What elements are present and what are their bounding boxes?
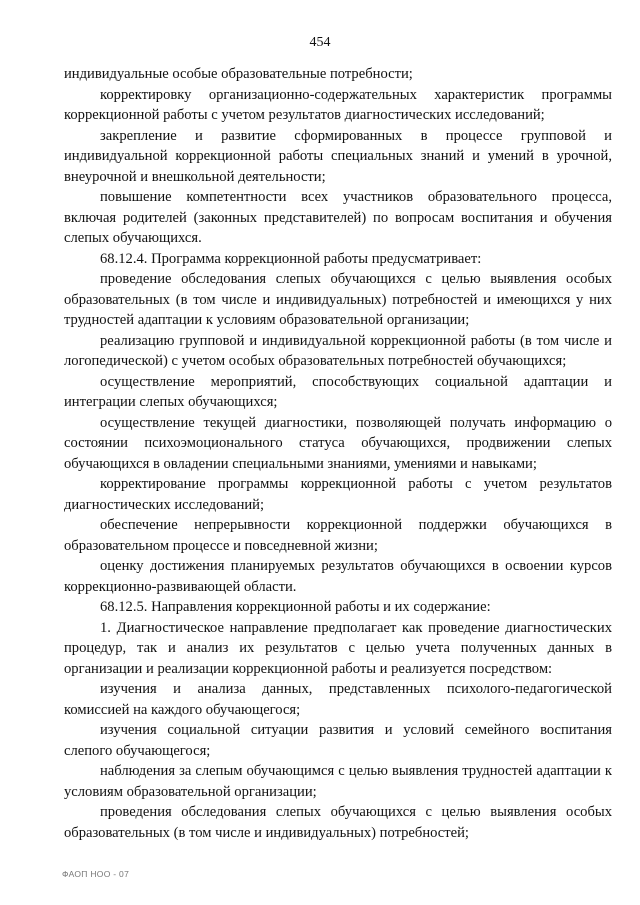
paragraph: наблюдения за слепым обучающимся с целью выявления трудностей адаптации к условиям образовательной организации; (64, 763, 612, 800)
paragraph: осуществление текущей диагностики, позволяющей получать информацию о состоянии психоэмоционального статуса обучающихся, продвижении слепых обучающихся в овладении специальными знаниями, умениями и навыками; (64, 414, 612, 472)
paragraph: повышение компетентности всех участников образовательного процесса, включая родителей (законных представителей) по вопросам воспитания и обучения слепых обучающихся. (64, 189, 612, 246)
page-number: 454 (309, 35, 331, 50)
paragraph: проведение обследования слепых обучающихся с целью выявления особых образовательных (в том числе и индивидуальных) потребностей и имеющихся у них трудностей адаптации к условиям образовательной организации; (64, 271, 612, 328)
body-text (64, 64, 612, 843)
paragraph: изучения и анализа данных, представленных психолого-педагогической комиссией на каждого обучающегося; (64, 681, 612, 718)
paragraph: проведения обследования слепых обучающихся с целью выявления особых образовательных (в том числе и индивидуальных) потребностей; (64, 804, 612, 841)
section-heading: 68.12.5. Направления коррекционной работы и их содержание: (100, 599, 491, 615)
paragraph: изучения социальной ситуации развития и условий семейного воспитания слепого обучающегося; (64, 722, 612, 759)
paragraph: корректировку организационно-содержательных характеристик программы коррекционной работы с учетом результатов диагностических исследований; (64, 86, 612, 123)
paragraph: осуществление мероприятий, способствующих социальной адаптации и интеграции слепых обучающихся; (64, 373, 612, 410)
paragraph: закрепление и развитие сформированных в процессе групповой и индивидуальной коррекционной работы специальных знаний и умений в урочной, внеурочной и внешкольной деятельности; (64, 127, 612, 185)
paragraph: обеспечение непрерывности коррекционной поддержки обучающихся в образовательном процессе и повседневной жизни; (64, 517, 612, 554)
footer-mark: ФАОП НОО - 07 (62, 869, 130, 879)
paragraph: 1. Диагностическое направление предполагает как проведение диагностических процедур, так и анализ их результатов с целью учета полученных данных в организации и реализации коррекционной работы и реализуется посредством: (64, 619, 612, 677)
paragraph: оценку достижения планируемых результатов обучающихся в освоении курсов коррекционно-развивающей области. (64, 558, 612, 595)
section-heading: 68.12.4. Программа коррекционной работы предусматривает: (100, 250, 482, 267)
paragraph: реализацию групповой и индивидуальной коррекционной работы (в том числе и логопедической) с учетом особых образовательных потребностей обучающихся; (64, 332, 612, 369)
paragraph: корректирование программы коррекционной работы с учетом результатов диагностических исследований; (64, 476, 612, 513)
paragraph: индивидуальные особые образовательные потребности; (64, 66, 413, 82)
